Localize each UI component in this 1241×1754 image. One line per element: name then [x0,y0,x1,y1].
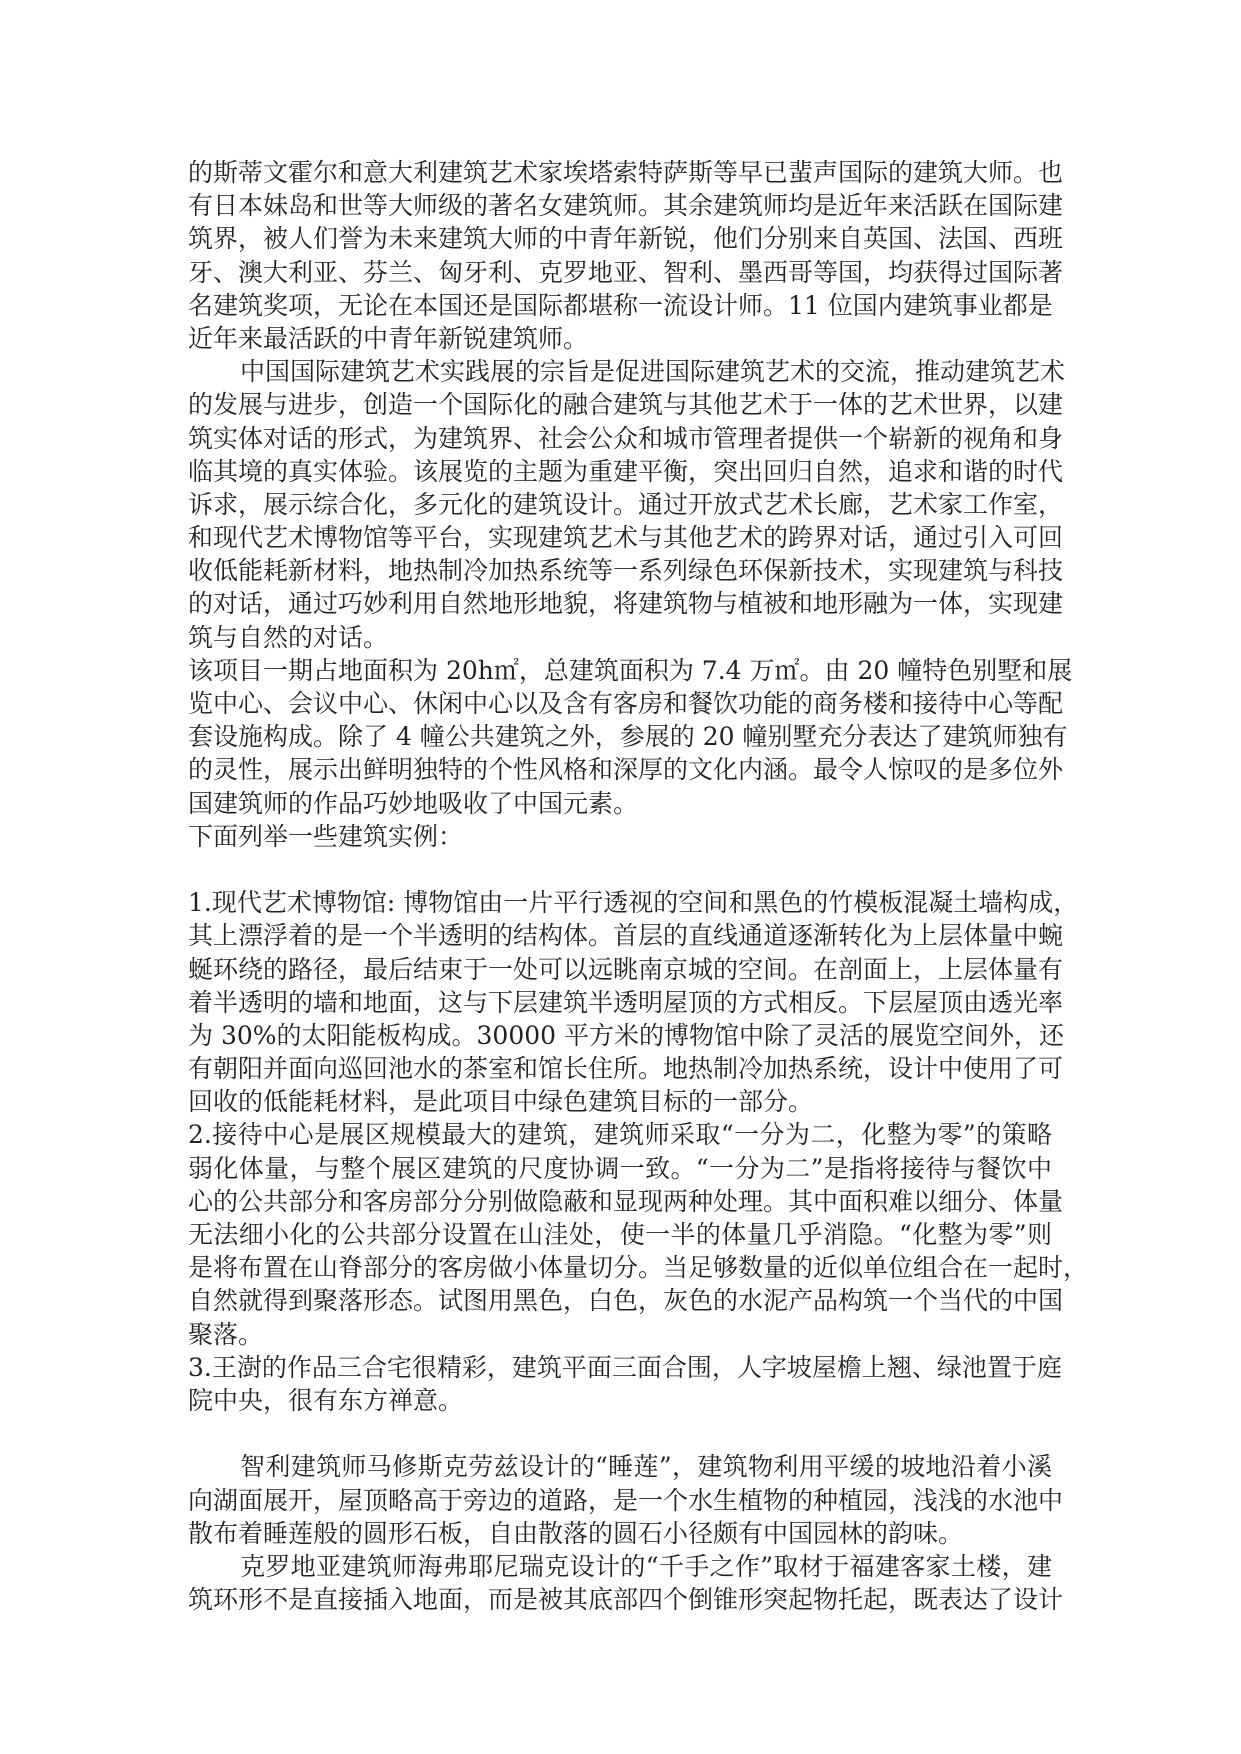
text-line: 有朝阳并面向巡回池水的茶室和馆长住所。地热制冷加热系统，设计中使用了可 [188,1054,1064,1084]
text-line: 诉求，展示综合化，多元化的建筑设计。通过开放式艺术长廊，艺术家工作室， [188,489,1064,519]
text-line: 着半透明的墙和地面，这与下层建筑半透明屋顶的方式相反。下层屋顶由透光率 [188,987,1064,1017]
text-line: 心的公共部分和客房部分分别做隐蔽和显现两种处理。其中面积难以细分、体量 [188,1186,1064,1216]
text-line: 牙、澳大利亚、芬兰、匈牙利、克罗地亚、智利、墨西哥等国，均获得过国际著 [188,257,1064,287]
text-line: 收低能耗新材料，地热制冷加热系统等一系列绿色环保新技术，实现建筑与科技 [188,556,1064,586]
text-line: 该项目一期占地面积为 20h㎡，总建筑面积为 7.4 万㎡。由 20 幢特色别墅和展 [188,655,1073,685]
text-line: 套设施构成。除了 4 幢公共建筑之外，参展的 20 幢别墅充分表达了建筑师独有 [188,722,1068,752]
text-line: 自然就得到聚落形态。试图用黑色，白色，灰色的水泥产品构筑一个当代的中国 [188,1286,1064,1316]
text-line: 院中央，很有东方禅意。 [188,1385,464,1415]
text-line: 3.王澍的作品三合宅很精彩，建筑平面三面合围，人字坡屋檐上翘、绿池置于庭 [188,1352,1062,1382]
text-line: 为 30%的太阳能板构成。30000 平方米的博物馆中除了灵活的展览空间外，还 [188,1020,1064,1050]
text-line: 国建筑师的作品巧妙地吸收了中国元素。 [188,788,639,818]
text-line: 聚落。 [188,1319,264,1349]
text-line: 向湖面展开，屋顶略高于旁边的道路，是一个水生植物的种植园，浅浅的水池中 [188,1485,1064,1515]
text-line: 的对话，通过巧妙利用自然地形地貌，将建筑物与植被和地形融为一体，实现建 [188,589,1064,619]
text-line: 克罗地亚建筑师海弗耶尼瑞克设计的“千手之作”取材于福建客家土楼，建 [240,1551,1052,1581]
text-line: 名建筑奖项，无论在本国还是国际都堪称一流设计师。11 位国内建筑事业都是 [188,290,1053,320]
text-line: 的斯蒂文霍尔和意大利建筑艺术家埃塔索特萨斯等早已蜚声国际的建筑大师。也 [188,158,1064,187]
text-line: 中国国际建筑艺术实践展的宗旨是促进国际建筑艺术的交流，推动建筑艺术 [240,357,1066,387]
text-line: 的发展与进步，创造一个国际化的融合建筑与其他艺术于一体的艺术世界，以建 [188,390,1064,420]
blank-line [188,1417,1052,1450]
text-line: 无法细小化的公共部分设置在山洼处，使一半的体量几乎消隐。“化整为零”则 [188,1220,1052,1249]
text-line: 筑环形不是直接插入地面，而是被其底部四个倒锥形突起物托起，既表达了设计 [188,1585,1064,1615]
text-line: 筑与自然的对话。 [188,622,389,652]
text-line: 近年来最活跃的中青年新锐建筑师。 [188,323,589,353]
text-line: 临其境的真实体验。该展览的主题为重建平衡，突出回归自然，追求和谐的时代 [188,456,1064,486]
text-line: 览中心、会议中心、休闲中心以及含有客房和餐饮功能的商务楼和接待中心等配 [188,689,1064,718]
text-line: 智利建筑师马修斯克劳兹设计的“睡莲”，建筑物利用平缓的坡地沿着小溪 [240,1452,1052,1482]
text-line: 其上漂浮着的是一个半透明的结构体。首层的直线通道逐渐转化为上层体量中蜿 [188,921,1064,951]
text-line: 的灵性，展示出鲜明独特的个性风格和深厚的文化内涵。最令人惊叹的是多位外 [188,755,1064,785]
text-line: 是将布置在山脊部分的客房做小体量切分。当足够数量的近似单位组合在一起时， [188,1253,1089,1283]
text-line: 弱化体量，与整个展区建筑的尺度协调一致。“一分为二”是指将接待与餐饮中 [188,1153,1052,1183]
text-line: 筑实体对话的形式，为建筑界、社会公众和城市管理者提供一个崭新的视角和身 [188,423,1064,453]
text-line: 和现代艺术博物馆等平台，实现建筑艺术与其他艺术的跨界对话，通过引入可回 [188,523,1064,553]
blank-line [188,853,1052,886]
document-page [188,156,1089,1616]
text-line: 蜒环绕的路径，最后结束于一处可以远眺南京城的空间。在剖面上，上层体量有 [188,954,1064,984]
text-line: 下面列举一些建筑实例： [188,821,464,851]
text-line: 散布着睡莲般的圆形石板，自由散落的圆石小径颇有中国园林的韵味。 [188,1518,964,1548]
text-line: 筑界，被人们誉为未来建筑大师的中青年新锐，他们分别来自英国、法国、西班 [188,224,1064,254]
text-line: 2.接待中心是展区规模最大的建筑，建筑师采取“一分为二，化整为零”的策略 [188,1120,1052,1150]
text-line: 回收的低能耗材料，是此项目中绿色建筑目标的一部分。 [188,1087,814,1117]
text-line: 1.现代艺术博物馆: 博物馆由一片平行透视的空间和黑色的竹模板混凝土墙构成， [188,888,1079,918]
text-line: 有日本妹岛和世等大师级的著名女建筑师。其余建筑师均是近年来活跃在国际建 [188,191,1064,221]
